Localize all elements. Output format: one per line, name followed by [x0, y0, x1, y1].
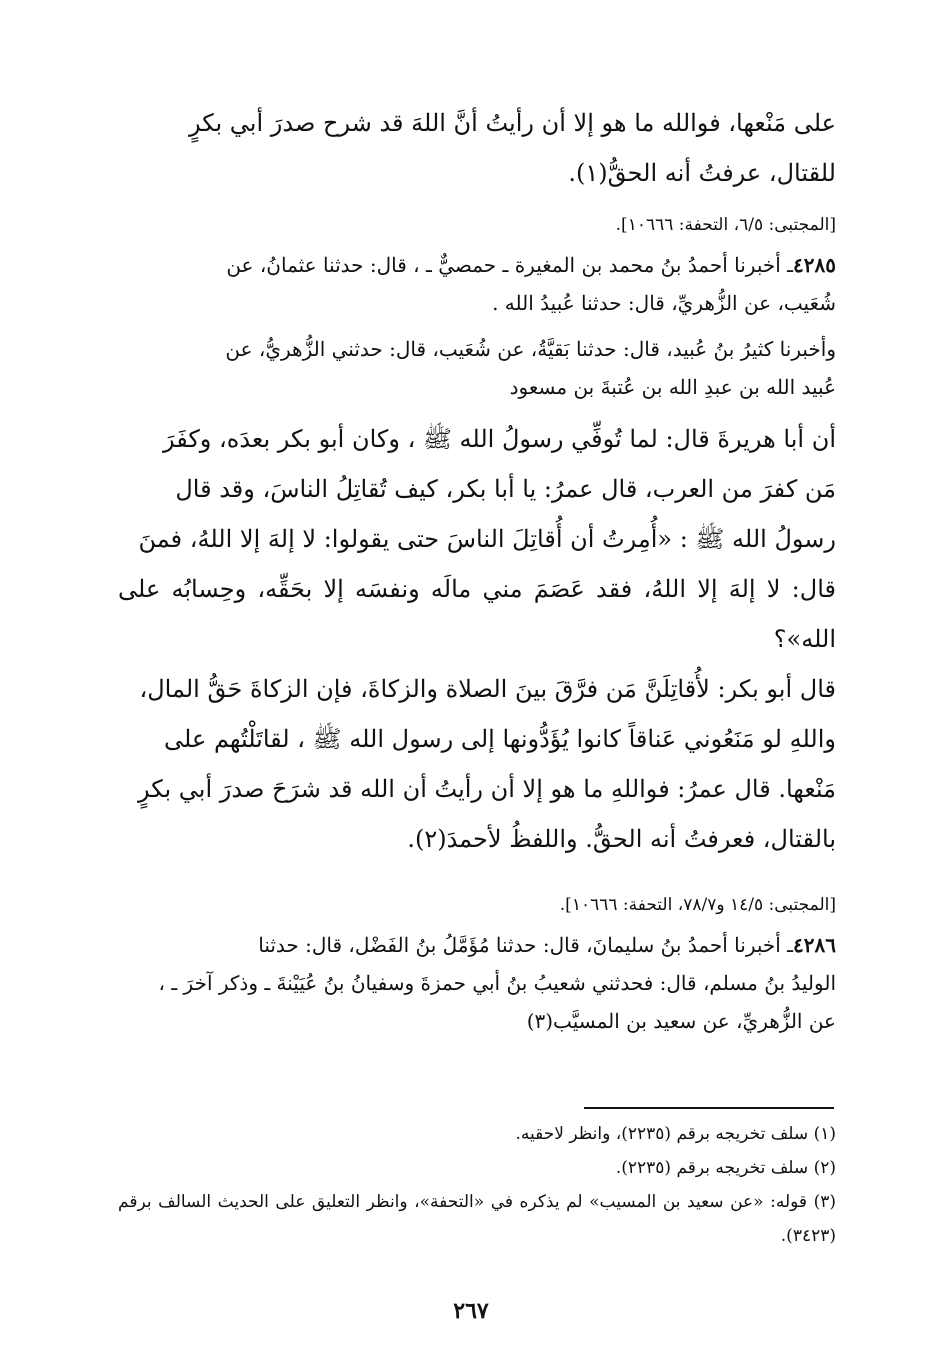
footnote: (١) سلف تخريجه برقم (٢٢٣٥)، وانظر لاحقيه.: [515, 1124, 836, 1144]
hadith-4286-line: [118, 926, 836, 964]
matn-line: أن أبا هريرةَ قال: لما تُوفِّي رسولُ الله ﷺ ، وكان أبو بكر بعدَه، وكفَرَ: [162, 425, 836, 453]
text-line: على مَنْعها، فوالله ما هو إلا أن رأيتُ أنَّ اللهَ قد شرح صدرَ أبي بكرٍ: [188, 109, 836, 137]
isnad-text: ـ أخبرنا أحمدُ بنُ سليمانَ، قال: حدثنا مُؤَمَّلُ بنُ الفَضْل، قال: حدثنا: [258, 933, 794, 957]
matn-line: رسولُ الله ﷺ : «أُمِرتُ أن أُقاتِلَ الناسَ حتى يقولوا: لا إلهَ إلا اللهُ، فمنَ: [138, 525, 836, 553]
page-body: [118, 98, 836, 1040]
matn-line: واللهِ لو مَنَعُوني عَناقاً كانوا يُؤَدُّونها إلى رسول الله ﷺ ، لقاتَلْتُهم على: [164, 725, 836, 753]
page-number: ٢٦٧: [453, 1298, 489, 1324]
matn-line: مَنْعها. قال عمرُ: فواللهِ ما هو إلا أن رأيتُ أن الله قد شرَحَ صدرَ أبي بكرٍ: [138, 775, 836, 803]
footnote: (٢) سلف تخريجه برقم (٢٢٣٥).: [615, 1158, 836, 1178]
reference-note: [المجتبى: ١٤/٥ و٧٨/٧، التحفة: ١٠٦٦٦].: [559, 895, 836, 915]
hadith-number: ٤٢٨٦: [793, 933, 836, 957]
matn-line: مَن كفرَ من العرب، قال عمرُ: يا أبا بكر، كيف تُقاتِلُ الناسَ، وقد قال: [175, 475, 836, 503]
isnad-text: ـ أخبرنا أحمدُ بنُ محمد بن المغيرة ـ حمصيٌّ ـ ، قال: حدثنا عثمانُ، عن: [226, 253, 794, 277]
hadith-number: ٤٢٨٥: [793, 253, 836, 277]
matn-line: بالقتال، فعرفتُ أنه الحقُّ. واللفظُ لأحمدَ(٢).: [407, 825, 836, 853]
text-line: عن الزُّهريِّ، عن سعيد بن المسيَّب(٣): [526, 1009, 836, 1033]
matn-line: قال: لا إلهَ إلا اللهُ، فقد عَصَمَ مني مالَه ونفسَه إلا بحَقِّه، وحِسابُه على الله»؟: [118, 575, 836, 653]
matn-line: قال أبو بكر: لأُقاتِلَنَّ مَن فرَّقَ بينَ الصلاة والزكاةَ، فإن الزكاةَ حَقُّ المال،: [139, 675, 836, 703]
text-line: عُبيد الله بن عبدِ الله بن عُتبةَ بن مسعود: [509, 375, 836, 399]
text-line: الوليدُ بنُ مسلم، قال: فحدثني شعيبُ بنُ أبي حمزةَ وسفيانُ بنُ عُيَيْنةَ ـ وذكر آخرَ ـ ،: [158, 971, 836, 995]
reference-note: [المجتبى: ٦/٥، التحفة: ١٠٦٦٦].: [615, 215, 836, 235]
text-line: للقتال، عرفتُ أنه الحقُّ(١).: [568, 159, 836, 187]
footnote: (٣) قوله: «عن سعيد بن المسيب» لم يذكره في «التحفة»، وانظر التعليق على الحديث السالف برقم (٣٤٢٣).: [118, 1192, 836, 1246]
text-line: شُعَيب، عن الزُّهريِّ، قال: حدثنا عُبيدُ الله .: [492, 291, 836, 315]
footnote-divider: [584, 1107, 834, 1109]
footnotes: [118, 1117, 836, 1253]
text-line: وأخبرنا كثيرُ بنُ عُبيد، قال: حدثنا بَقيَّةُ، عن شُعَيب، قال: حدثني الزُّهريُّ، عن: [225, 337, 836, 361]
hadith-4285-line: [118, 246, 836, 284]
